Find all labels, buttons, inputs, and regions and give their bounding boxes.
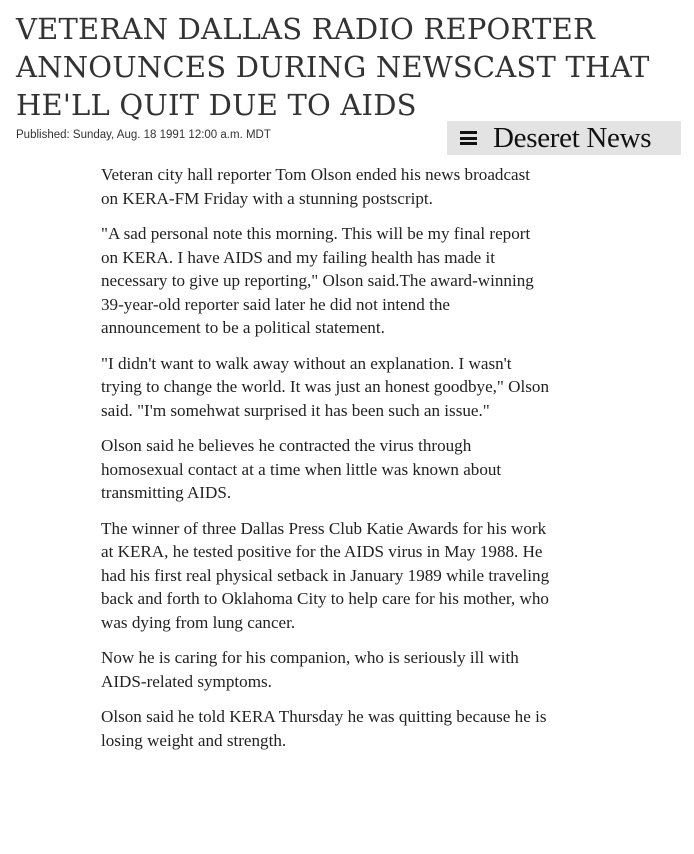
- site-logo-text[interactable]: Deseret News: [493, 122, 652, 154]
- article-paragraph: Veteran city hall reporter Tom Olson ended his news broadcast on KERA-FM Friday with a stunning postscript.: [101, 165, 531, 208]
- hamburger-menu-icon[interactable]: [460, 131, 477, 145]
- article-paragraph: Olson said he told KERA Thursday he was quitting because he is losing weight and strength.: [101, 707, 547, 750]
- article-paragraph: "I didn't want to walk away without an explanation. I wasn't trying to change the world. It was just an honest goodbye," Olson said. "I'm somehwat surprised it has been such an issue.": [101, 353, 550, 420]
- article-body: [101, 163, 551, 764]
- article-paragraph: Now he is caring for his companion, who is seriously ill with AIDS-related symptoms.: [101, 648, 519, 691]
- publish-date: Published: Sunday, Aug. 18 1991 12:00 a.m. MDT: [16, 129, 271, 141]
- masthead-logo[interactable]: [447, 121, 681, 155]
- article-paragraph: Olson said he believes he contracted the virus through homosexual contact at a time when little was known about transmitting AIDS.: [101, 436, 502, 502]
- article-paragraph: The winner of three Dallas Press Club Katie Awards for his work at KERA, he tested positive for the AIDS virus in May 1988. He had his first real physical setback in January 1989 while traveling back and forth to Oklahoma City to help care for his mother, who was dying from lung cancer.: [101, 518, 550, 632]
- article-paragraph: "A sad personal note this morning. This will be my final report on KERA. I have AIDS and my failing health has made it necessary to give up reporting," Olson said.The award-winning 39-year-old reporter said later he did not intend the announcement to be a political statement.: [101, 224, 534, 337]
- article-headline: VETERAN DALLAS RADIO REPORTER ANNOUNCES DURING NEWSCAST THAT HE'LL QUIT DUE TO AIDS: [16, 12, 650, 122]
